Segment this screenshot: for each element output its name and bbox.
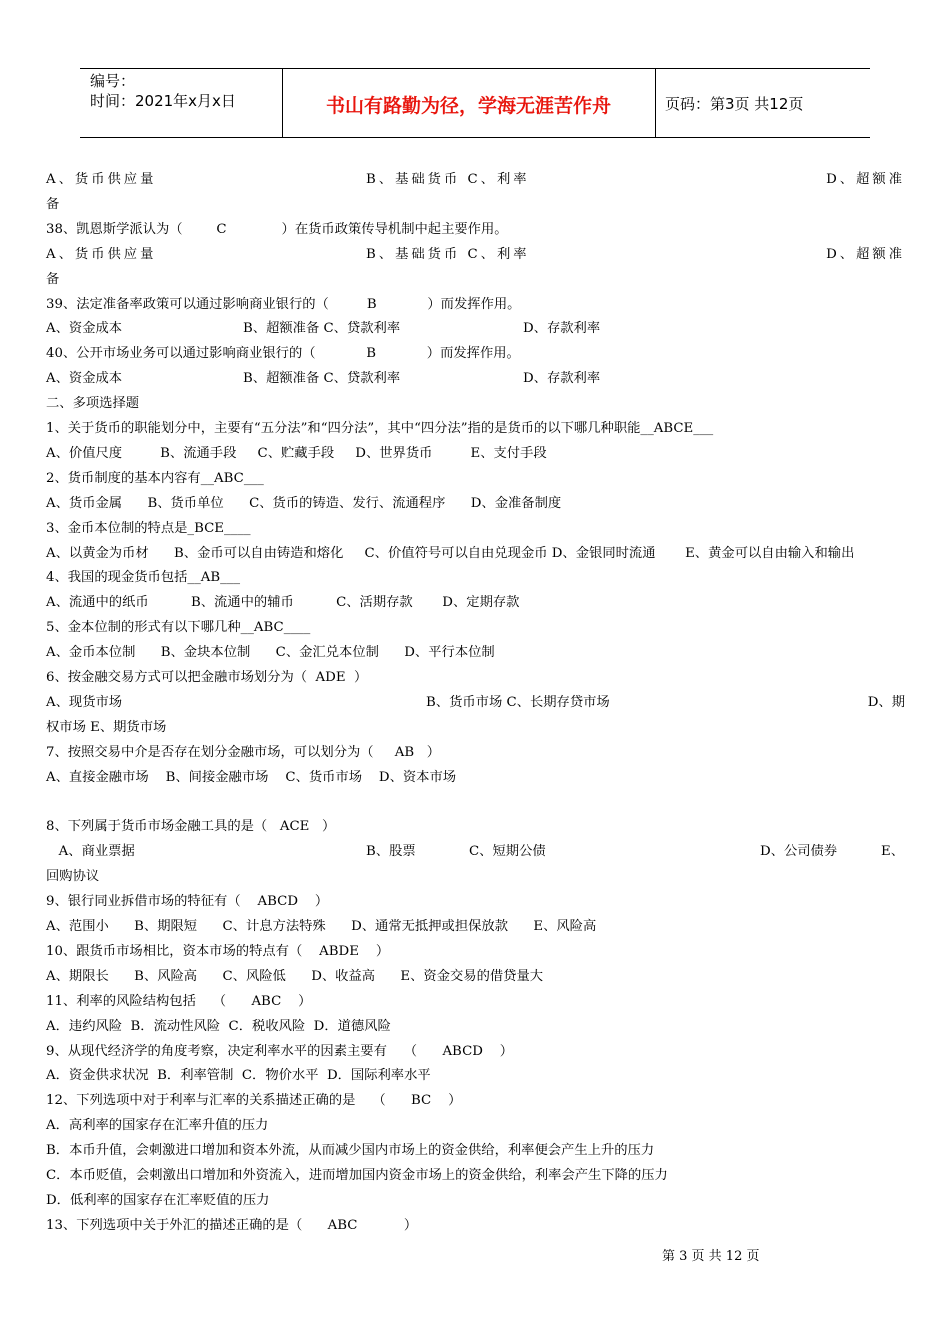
- text-line: 8、下列属于货币市场金融工具的是（ ACE ）: [46, 819, 336, 835]
- text-line: 1、关于货币的职能划分中，主要有“五分法”和“四分法”，其中“四分法”指的是货币的以下哪几种职能__ABCE___: [46, 421, 714, 436]
- option-a: A、现货市场: [46, 694, 123, 710]
- text-line: B．本币升值，会刺激进口增加和资本外流，从而减少国内市场上的资金供给，利率便会产生上升的压力: [46, 1143, 655, 1159]
- text-line: 39、法定准备率政策可以通过影响商业银行的（ B ）而发挥作用。: [46, 296, 521, 312]
- option-b2: C、短期公债: [469, 844, 546, 860]
- text-line: A、货币金属 B、货币单位 C、货币的铸造、发行、流通程序 D、金准备制度: [46, 495, 562, 511]
- text-line: A、价值尺度 B、流通手段 C、贮藏手段 D、世界货币 E、支付手段: [46, 445, 547, 461]
- text-line: A、以黄金为币材 B、金币可以自由铸造和熔化 C、价值符号可以自由兑现金币 D、金银同时流通 E、黄金可以自由输入和输出: [46, 545, 855, 561]
- text-line: 2、货币制度的基本内容有__ABC___: [46, 470, 264, 486]
- option-c: D、超额准: [826, 172, 905, 187]
- text-line: 40、公开市场业务可以通过影响商业银行的（ B ）而发挥作用。: [46, 346, 520, 362]
- text-line: 3、金币本位制的特点是_BCE____: [46, 520, 251, 536]
- text-line: 9、从现代经济学的角度考察，决定利率水平的因素主要有 （ ABCD ）: [46, 1043, 514, 1059]
- text-line: 7、按照交易中介是否存在划分金融市场，可以划分为（ AB ）: [46, 744, 441, 760]
- text-line: 13、下列选项中关于外汇的描述正确的是（ ABC ）: [46, 1217, 418, 1233]
- text-line: [46, 792, 905, 814]
- text-line: 10、跟货币市场相比，资本市场的特点有（ ABDE ）: [46, 943, 390, 959]
- text-line: 权市场 E、期货市场: [46, 719, 167, 735]
- page-header: [80, 68, 870, 138]
- document-number-label: 编号：: [90, 72, 136, 90]
- text-line: 备: [46, 196, 60, 212]
- option-c: D、存款利率: [523, 371, 601, 387]
- option-a: A、商业票据: [46, 844, 135, 860]
- text-line: [46, 692, 905, 714]
- text-line: 12、下列选项中对于利率与汇率的关系描述正确的是 （ BC ）: [46, 1093, 462, 1109]
- text-line: A、流通中的纸币 B、流通中的辅币 C、活期存款 D、定期存款: [46, 595, 520, 611]
- text-line: 6、按金融交易方式可以把金融市场划分为（ ADE ）: [46, 670, 368, 685]
- text-line: A．高利率的国家存在汇率升值的压力: [46, 1118, 269, 1134]
- header-motto: 书山有路勤为径，学海无涯苦作舟: [325, 95, 611, 117]
- text-line: 5、金本位制的形式有以下哪几种__ABC____: [46, 620, 311, 636]
- option-b: B、货币市场 C、长期存贷市场: [426, 694, 610, 710]
- text-line: [46, 318, 905, 340]
- text-line: 38、凯恩斯学派认为（ C ）在货币政策传导机制中起主要作用。: [46, 221, 508, 237]
- page-footer: 第 3 页 共 12 页: [662, 1249, 760, 1264]
- text-line: A、期限长 B、风险高 C、风险低 D、收益高 E、资金交易的借贷量大: [46, 968, 544, 984]
- text-line: 9、银行同业拆借市场的特征有（ ABCD ）: [46, 894, 329, 910]
- text-line: 备: [46, 271, 60, 287]
- header-divider: [655, 69, 656, 137]
- option-a: A、资金成本: [46, 321, 123, 337]
- header-page-number: 页码：第3页 共12页: [665, 95, 804, 113]
- option-c: D、期: [867, 694, 905, 710]
- text-line: [46, 368, 905, 390]
- text-line: C．本币贬值，会刺激出口增加和外资流入，进而增加国内资金市场上的资金供给，利率会产生下降的压力: [46, 1168, 668, 1183]
- option-b: B、基础货币 C、利率: [366, 172, 530, 187]
- option-b: B、超额准备 C、贷款利率: [243, 321, 401, 337]
- option-a: A、货币供应量: [46, 246, 157, 262]
- option-b: B、股票: [366, 844, 416, 860]
- option-a: A、货币供应量: [46, 172, 157, 187]
- text-line: A、金币本位制 B、金块本位制 C、金汇兑本位制 D、平行本位制: [46, 645, 495, 661]
- text-line: 4、我国的现金货币包括__AB___: [46, 570, 241, 586]
- text-line: 二、多项选择题: [46, 396, 140, 412]
- option-c: D、公司债券: [760, 844, 838, 860]
- option-b: B、基础货币 C、利率: [366, 246, 530, 262]
- text-line: [46, 169, 905, 191]
- option-d: E、: [881, 844, 905, 860]
- option-c: D、超额准: [826, 246, 905, 262]
- option-a: A、资金成本: [46, 371, 123, 387]
- text-line: [46, 841, 905, 863]
- text-line: [46, 244, 905, 266]
- text-line: 回购协议: [46, 869, 100, 885]
- text-line: A．违约风险 B．流动性风险 C．税收风险 D．道德风险: [46, 1018, 391, 1034]
- text-line: A、范围小 B、期限短 C、计息方法特殊 D、通常无抵押或担保放款 E、风险高: [46, 919, 597, 934]
- option-b: B、超额准备 C、贷款利率: [243, 371, 401, 387]
- option-c: D、存款利率: [523, 321, 601, 337]
- text-line: D．低利率的国家存在汇率贬值的压力: [46, 1192, 270, 1208]
- text-line: A、直接金融市场 B、间接金融市场 C、货币市场 D、资本市场: [46, 769, 457, 785]
- text-line: 11、利率的风险结构包括 （ ABC ）: [46, 993, 312, 1009]
- document-time-label: 时间：2021年x月x日: [90, 92, 236, 110]
- text-line: A．资金供求状况 B．利率管制 C．物价水平 D．国际利率水平: [46, 1068, 431, 1084]
- header-left-cell: [90, 71, 236, 111]
